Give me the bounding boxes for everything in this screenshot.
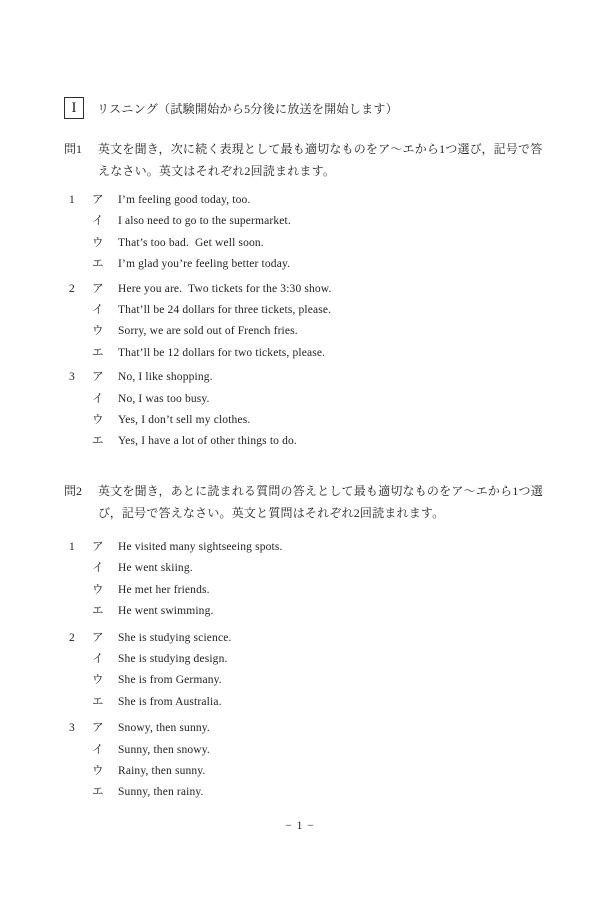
option-letter: エ	[92, 346, 104, 359]
option-row	[64, 389, 546, 410]
option-row	[64, 761, 546, 782]
option-letter: イ	[92, 743, 104, 756]
option-text: Sunny, then rainy.	[118, 786, 204, 799]
option-text: That’ll be 12 dollars for two tickets, please.	[118, 346, 326, 359]
question-number-spacer	[64, 431, 92, 452]
option-letter: イ	[92, 562, 104, 575]
option-letter: ア	[92, 194, 104, 206]
question-number-spacer	[64, 211, 92, 232]
option-row	[64, 649, 546, 670]
page-number: − 1 −	[285, 820, 315, 832]
option-row	[64, 558, 546, 579]
option-text: Sunny, then snowy.	[118, 743, 210, 756]
option-text: Snowy, then sunny.	[118, 722, 210, 735]
section-heading	[64, 97, 546, 119]
question-number-spacer	[64, 580, 92, 601]
option-letter: ウ	[92, 325, 104, 338]
section-number-box	[64, 97, 84, 119]
option-text: Yes, I have a lot of other things to do.	[118, 435, 297, 448]
question-number-spacer	[64, 321, 92, 342]
option-letter: ア	[92, 540, 104, 553]
option-letter: エ	[92, 258, 104, 271]
option-letter: ウ	[92, 674, 104, 687]
option-row	[64, 300, 546, 321]
mon1-question-1	[64, 190, 546, 276]
question-number-spacer	[64, 558, 92, 579]
question-number-spacer	[64, 670, 92, 691]
option-text: No, I like shopping.	[118, 371, 213, 384]
option-row	[64, 321, 546, 342]
mon1-block	[64, 138, 546, 453]
option-letter: ア	[92, 722, 104, 735]
mon2-instruction-line2: び，記号で答えなさい。英文と質問はそれぞれ2回読まれます。	[98, 505, 445, 520]
option-text: Rainy, then sunny.	[118, 764, 206, 777]
option-text: He went skiing.	[118, 562, 193, 575]
question-number: 2	[69, 282, 75, 295]
mon1-instruction	[98, 138, 546, 182]
mon1-question-2	[64, 279, 546, 365]
option-text: That’ll be 24 dollars for three tickets, please.	[118, 304, 332, 317]
option-text: He met her friends.	[118, 583, 210, 596]
option-row	[64, 233, 546, 254]
mon1-questions	[64, 190, 546, 453]
option-row	[64, 410, 546, 431]
mon1-heading	[64, 138, 546, 182]
option-letter: エ	[92, 435, 104, 448]
option-row	[64, 580, 546, 601]
question-number-spacer	[64, 692, 92, 713]
question-number-spacer	[64, 740, 92, 761]
question-number-spacer	[64, 782, 92, 803]
option-row	[64, 670, 546, 691]
question-number-spacer	[64, 601, 92, 622]
option-letter: ウ	[92, 236, 104, 249]
mon2-instruction-line1: 英文を聞き，あとに読まれる質問の答えとして最も適切なものをア～エから1つ選	[98, 483, 543, 498]
question-number: 3	[69, 722, 75, 735]
option-text: Here you are. Two tickets for the 3:30 show.	[118, 282, 332, 295]
question-number: 1	[69, 540, 75, 553]
mon2-question-1	[64, 537, 546, 623]
mon2-questions	[64, 537, 546, 804]
mon1-label: 問1	[64, 142, 83, 156]
option-text: She is studying science.	[118, 631, 232, 644]
option-row	[64, 343, 546, 364]
section-title: リスニング（試験開始から5分後に放送を開始します）	[97, 101, 399, 116]
option-letter: ア	[92, 631, 104, 644]
question-number: 2	[69, 631, 75, 644]
question-number: 3	[69, 371, 75, 384]
option-text: No, I was too busy.	[118, 392, 210, 405]
mon1-question-3	[64, 367, 546, 453]
mon2-question-3	[64, 718, 546, 804]
option-text: He went swimming.	[118, 605, 214, 618]
mon1-instruction-line2: えなさい。英文はそれぞれ2回読まれます。	[98, 164, 336, 178]
option-row	[64, 190, 546, 211]
option-text: Yes, I don’t sell my clothes.	[118, 414, 251, 427]
option-text: I’m glad you’re feeling better today.	[118, 258, 291, 271]
question-number-spacer	[64, 233, 92, 254]
question-number-spacer	[64, 300, 92, 321]
option-text: She is studying design.	[118, 652, 228, 665]
mon2-block	[64, 480, 546, 804]
option-letter: ウ	[92, 764, 104, 777]
option-text: I also need to go to the supermarket.	[118, 215, 291, 228]
option-letter: イ	[92, 215, 104, 228]
option-row	[64, 537, 546, 558]
question-number-spacer	[64, 761, 92, 782]
option-letter: エ	[92, 605, 104, 618]
question-number-spacer	[64, 389, 92, 410]
option-text: She is from Germany.	[118, 674, 222, 687]
mon1-instruction-line1: 英文を聞き，次に続く表現として最も適切なものをア～エから1つ選び，記号で答	[98, 142, 543, 156]
option-row	[64, 431, 546, 452]
section-number: I	[71, 99, 77, 116]
option-letter: エ	[92, 695, 104, 708]
option-text: That’s too bad. Get well soon.	[118, 236, 264, 249]
option-row	[64, 718, 546, 739]
option-row	[64, 601, 546, 622]
option-letter: ウ	[92, 583, 104, 596]
question-number: 1	[69, 194, 75, 206]
mon2-label: 問2	[64, 483, 83, 498]
question-number-spacer	[64, 410, 92, 431]
question-number-spacer	[64, 343, 92, 364]
mon2-heading	[64, 480, 546, 524]
mon2-question-2	[64, 628, 546, 714]
option-letter: イ	[92, 652, 104, 665]
option-row	[64, 692, 546, 713]
option-letter: イ	[92, 304, 104, 317]
question-number-spacer	[64, 649, 92, 670]
option-row	[64, 254, 546, 275]
option-text: He visited many sightseeing spots.	[118, 540, 283, 553]
question-number-spacer	[64, 254, 92, 275]
option-text: She is from Australia.	[118, 695, 222, 708]
mon2-instruction	[98, 480, 546, 524]
option-letter: エ	[92, 786, 104, 799]
option-row	[64, 279, 546, 300]
option-row	[64, 740, 546, 761]
option-text: Sorry, we are sold out of French fries.	[118, 325, 298, 338]
option-letter: イ	[92, 392, 104, 405]
option-row	[64, 782, 546, 803]
option-row	[64, 628, 546, 649]
option-row	[64, 211, 546, 232]
option-text: I’m feeling good today, too.	[118, 194, 251, 206]
option-letter: ウ	[92, 414, 104, 427]
option-letter: ア	[92, 371, 104, 384]
option-letter: ア	[92, 282, 104, 295]
option-row	[64, 367, 546, 388]
